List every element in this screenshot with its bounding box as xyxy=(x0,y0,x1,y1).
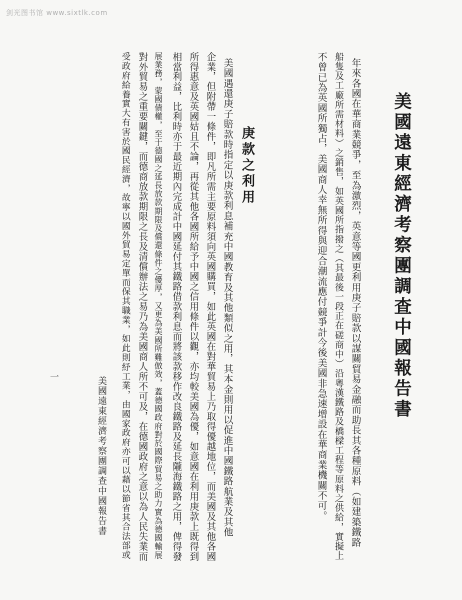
paragraph2-line-6: 對外貿易之重要關鍵，而德商放款期限之長及清償辦法之易乃為美國商人所不可及，在德國政府之意以為人民失業而 xyxy=(136,52,148,562)
paragraph1-line-1: 年來各國在華商業競爭，至為激烈，英意等國更利用庚子賠款以謀關貿易金融而助長其各種原料（如建築鐵路 xyxy=(349,58,361,548)
paragraph1-line-3: 不曾已為英國所獨占，美國商人幸無所得與迎合潮流應付競爭計今後美國非急速增設在華商業機關不可。 xyxy=(315,52,327,522)
paragraph1-line-2: 船隻及工廠所需材料）之銷售，如英國所指撥之（其最後一段正在磋商中）沿粵漢鐵路及橋樑工程等原料之供給，實擬上 xyxy=(333,52,343,561)
document-title: 美國遠東經濟考察團調查中國報告書 xyxy=(391,92,412,420)
watermark-text: 剑光图书馆 www.sixtlk.com xyxy=(6,9,108,17)
running-footer: 美國遠東經濟考察團調查中國報告書 xyxy=(96,376,106,536)
section-heading: 庚款之利用 xyxy=(239,126,254,206)
paragraph2-line-3: 所得惠意及英國姑且不論，再從其他各國所給予中國之信用條件以觀，亦均較美國為優，如意國在利用庚款上既得到 xyxy=(187,52,199,562)
paragraph2-line-1: 美國遇還庚子賠款時指定以庚款利息補充中國教育及其他類似之用，其本金則用以促進中國鐵路航業及其他 xyxy=(221,58,233,538)
page-number: 一 xyxy=(48,372,58,381)
paragraph2-line-7: 受政府給養實大有害於國民經濟，故寧以國外貿易定單而保其職業，如此則紓工業，由國家政府亦可以藉以節省其合法部或 xyxy=(119,52,130,560)
paragraph2-line-4: 相當利益，比利時亦于最近期內完成計中國延付其鐵路借款利息而將該款移作改良鐵路及延長隴海鐵路之用，俾得發 xyxy=(170,52,182,562)
paragraph2-line-5: 展業務，蒙國債權，至于德國之延長放款期限及償還條件之優厚，又更為美國所難倣效，蓋德國政府對於國際貿易之助力實為德國輸展 xyxy=(154,52,163,560)
paragraph2-line-2: 企業，但附帶一條件，即凡所需主要原料須向英國購買，如此英國在對華貿易上乃取得優越地位，而美國及其他各國 xyxy=(204,52,216,562)
